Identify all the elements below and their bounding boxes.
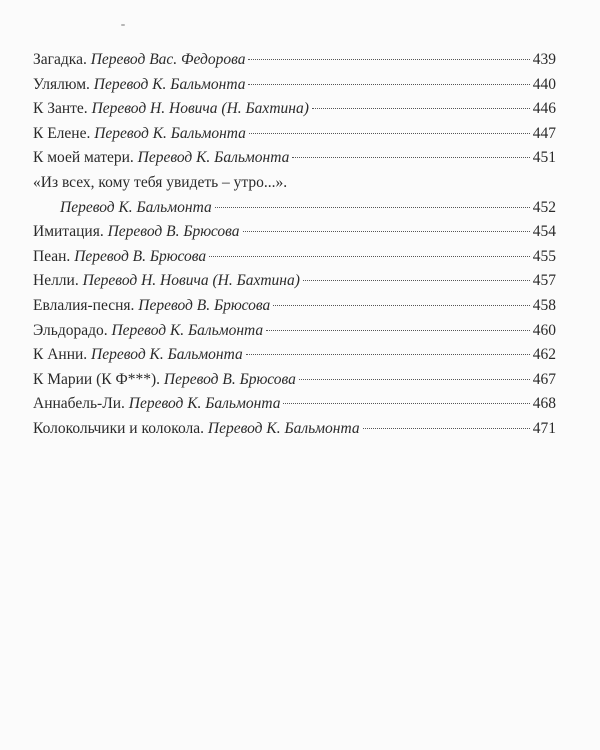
- dot-leader: [292, 157, 529, 158]
- entry-translator: Перевод К. Бальмонта: [111, 321, 264, 339]
- entry-title: Улялюм.: [33, 75, 90, 93]
- toc-entry: [33, 245, 556, 270]
- entry-title: Эльдорадо.: [33, 321, 108, 339]
- entry-page-number: 446: [532, 100, 556, 118]
- entry-translator: Перевод Н. Новича (Н. Бахтина): [91, 100, 309, 118]
- entry-translator: Перевод Вас. Федорова: [90, 51, 246, 68]
- entry-title: Пеан.: [33, 247, 71, 265]
- entry-title: «Из всех, кому тебя увидеть – утро...».: [33, 173, 288, 191]
- toc-entry: [33, 122, 556, 147]
- dot-leader: [273, 305, 530, 306]
- entry-page-number: 454: [532, 223, 556, 241]
- entry-translator: Перевод К. Бальмонта: [128, 395, 281, 413]
- dot-leader: [283, 403, 529, 404]
- toc-entry: [33, 392, 556, 417]
- entry-page-number: 471: [532, 419, 556, 437]
- entry-translator: Перевод В. Брюсова: [163, 370, 296, 388]
- dot-leader: [243, 231, 530, 232]
- dot-leader: [303, 280, 530, 281]
- toc-entry-title-line: [33, 171, 556, 196]
- toc-entry: [33, 146, 556, 171]
- entry-title: К Елене.: [33, 124, 91, 142]
- toc-entry: [33, 220, 556, 245]
- print-speck: [121, 24, 125, 26]
- entry-translator: Перевод К. Бальмонта: [94, 124, 246, 142]
- entry-title: К моей матери.: [33, 149, 134, 167]
- toc-entry: [33, 319, 556, 344]
- dot-leader: [248, 84, 529, 85]
- toc-entry: [33, 368, 556, 393]
- entry-title: К Анни.: [33, 346, 88, 364]
- entry-page-number: 455: [532, 247, 556, 265]
- dot-leader: [363, 428, 530, 429]
- entry-page-number: 462: [532, 346, 556, 364]
- dot-leader: [209, 256, 530, 257]
- toc-entry: [33, 48, 556, 73]
- dot-leader: [312, 108, 530, 109]
- entry-page-number: 452: [532, 198, 556, 216]
- dot-leader: [299, 379, 530, 380]
- toc-entry: [33, 97, 556, 122]
- entry-page-number: 467: [532, 370, 556, 388]
- toc-entry-continuation: [33, 196, 556, 221]
- entry-translator: Перевод Н. Новича (Н. Бахтина): [82, 272, 300, 290]
- entry-translator: Перевод К. Бальмонта: [60, 198, 212, 216]
- dot-leader: [215, 207, 530, 208]
- entry-title: Колокольчики и колокола.: [33, 419, 205, 437]
- dot-leader: [246, 354, 530, 355]
- entry-translator: Перевод В. Брюсова: [107, 223, 240, 241]
- entry-title: К Марии (К Ф***).: [33, 370, 160, 388]
- entry-translator: Перевод В. Брюсова: [74, 247, 207, 265]
- toc-entry: [33, 73, 556, 98]
- entry-page-number: 457: [532, 272, 556, 290]
- entry-page-number: 458: [532, 296, 556, 314]
- entry-translator: Перевод В. Брюсова: [138, 296, 271, 314]
- entry-page-number: 440: [532, 75, 556, 93]
- entry-title: К Занте.: [33, 100, 88, 118]
- entry-title: Имитация.: [33, 223, 104, 241]
- entry-page-number: 460: [532, 321, 556, 339]
- toc-entry: [33, 269, 556, 294]
- entry-title: Загадка.: [33, 51, 87, 68]
- entry-title: Нелли.: [33, 272, 79, 290]
- entry-translator: Перевод К. Бальмонта: [93, 75, 246, 93]
- table-of-contents: [33, 48, 556, 442]
- toc-entry: [33, 343, 556, 368]
- entry-page-number: 439: [532, 51, 556, 68]
- entry-page-number: 451: [532, 149, 556, 167]
- entry-title: Аннабель-Ли.: [33, 395, 125, 413]
- toc-entry: [33, 417, 556, 442]
- entry-translator: Перевод К. Бальмонта: [207, 419, 360, 437]
- toc-entry: [33, 294, 556, 319]
- entry-title: Евлалия-песня.: [33, 296, 135, 314]
- dot-leader: [266, 330, 530, 331]
- entry-page-number: 447: [532, 124, 556, 142]
- entry-page-number: 468: [532, 395, 556, 413]
- dot-leader: [248, 59, 529, 60]
- entry-translator: Перевод К. Бальмонта: [91, 346, 243, 364]
- entry-translator: Перевод К. Бальмонта: [137, 149, 290, 167]
- dot-leader: [249, 133, 530, 134]
